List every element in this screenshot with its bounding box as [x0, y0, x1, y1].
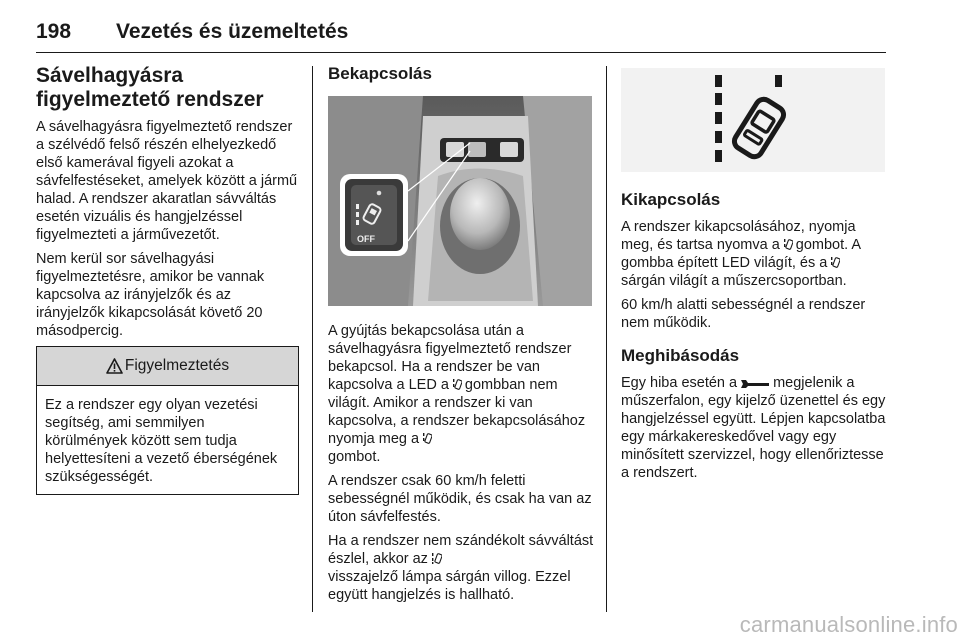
- page-title: Vezetés és üzemeltetés: [116, 20, 349, 43]
- page-header: [36, 20, 886, 53]
- off-button-label: OFF: [357, 234, 375, 244]
- warning-box: [36, 346, 299, 495]
- wrench-icon: [740, 379, 770, 389]
- console-photo: [328, 96, 592, 306]
- paragraph: A rendszer kikapcsolásához, nyomja meg, és tartsa nyomva a gombot. A gombba épített LED világít, és a sárgán világít a műszercsoportban.: [621, 219, 861, 289]
- lane-departure-lamp-icon: [431, 552, 442, 565]
- watermark: carmanualsonline.info: [739, 612, 958, 637]
- column-2: [328, 64, 596, 92]
- lane-departure-lamp-icon: [830, 256, 840, 269]
- lane-departure-button-icon: [422, 432, 432, 445]
- column-divider: [312, 66, 313, 612]
- paragraph: A rendszer csak 60 km/h feletti sebességnél működik, és csak ha van az úton sávfelfestés.: [328, 473, 592, 525]
- warning-text: Ez a rendszer egy olyan vezetési segítség, ami semmilyen körülmények között sem tudja helyettesíteni a vezető éberségének szükségességét.: [45, 397, 278, 485]
- lane-departure-button-icon: [452, 378, 462, 391]
- column-2-text: [328, 322, 596, 610]
- warning-triangle-icon: [106, 358, 123, 374]
- column-3-text: [621, 190, 891, 488]
- section-heading: Kikapcsolás: [621, 190, 721, 209]
- section-heading: Sávelhagyásra figyelmeztető rendszer: [36, 64, 264, 111]
- warning-body: [37, 386, 298, 494]
- paragraph: A gyújtás bekapcsolása után a sávelhagyásra figyelmeztető rendszer bekapcsol. Ha a rendszer be van kapcsolva a LED a gombban nem világít. Amikor a rendszer ki van kapcsolva, a rendszer bekapcsolásához nyomja meg a gombot.: [328, 323, 586, 465]
- page-number: 198: [36, 20, 72, 43]
- column-divider: [606, 66, 607, 612]
- section-heading: Meghibásodás: [621, 346, 740, 365]
- section-heading: Bekapcsolás: [328, 64, 432, 83]
- paragraph: Nem kerül sor sávelhagyási figyelmeztetésre, amikor be vannak kapcsolva az irányjelzők és az irányjelzők kikapcsolását követő 20 másodpercig.: [36, 251, 265, 339]
- warning-header: [37, 347, 298, 386]
- warning-title: Figyelmeztetés: [124, 357, 230, 374]
- paragraph: Ha a rendszer nem szándékolt sávváltást észlel, akkor az visszajelző lámpa sárgán villog. Ezzel együtt hangjelzés is hallható.: [328, 533, 594, 603]
- column-1: [36, 64, 300, 495]
- lane-departure-illustration: [621, 68, 885, 172]
- paragraph: 60 km/h alatti sebességnél a rendszer nem működik.: [621, 297, 866, 331]
- paragraph: Egy hiba esetén a megjelenik a műszerfalon, egy kijelző üzenettel és egy hangjelzéssel együtt. Lépjen kapcsolatba egy márkakereskedővel vagy egy minősített szervizzel, hogy ellenőriztesse a rendszert.: [621, 375, 886, 481]
- lane-departure-button-icon: [783, 238, 793, 251]
- paragraph: A sávelhagyásra figyelmeztető rendszer a szélvédő felső részén elhelyezkedő első kamerával figyeli azokat a sávfelfestéseket, amelyek között a jármű halad. A rendszer akaratlan sávváltás esetén vizuális és hangjelzéssel figyelmezteti a járművezetőt.: [36, 119, 298, 243]
